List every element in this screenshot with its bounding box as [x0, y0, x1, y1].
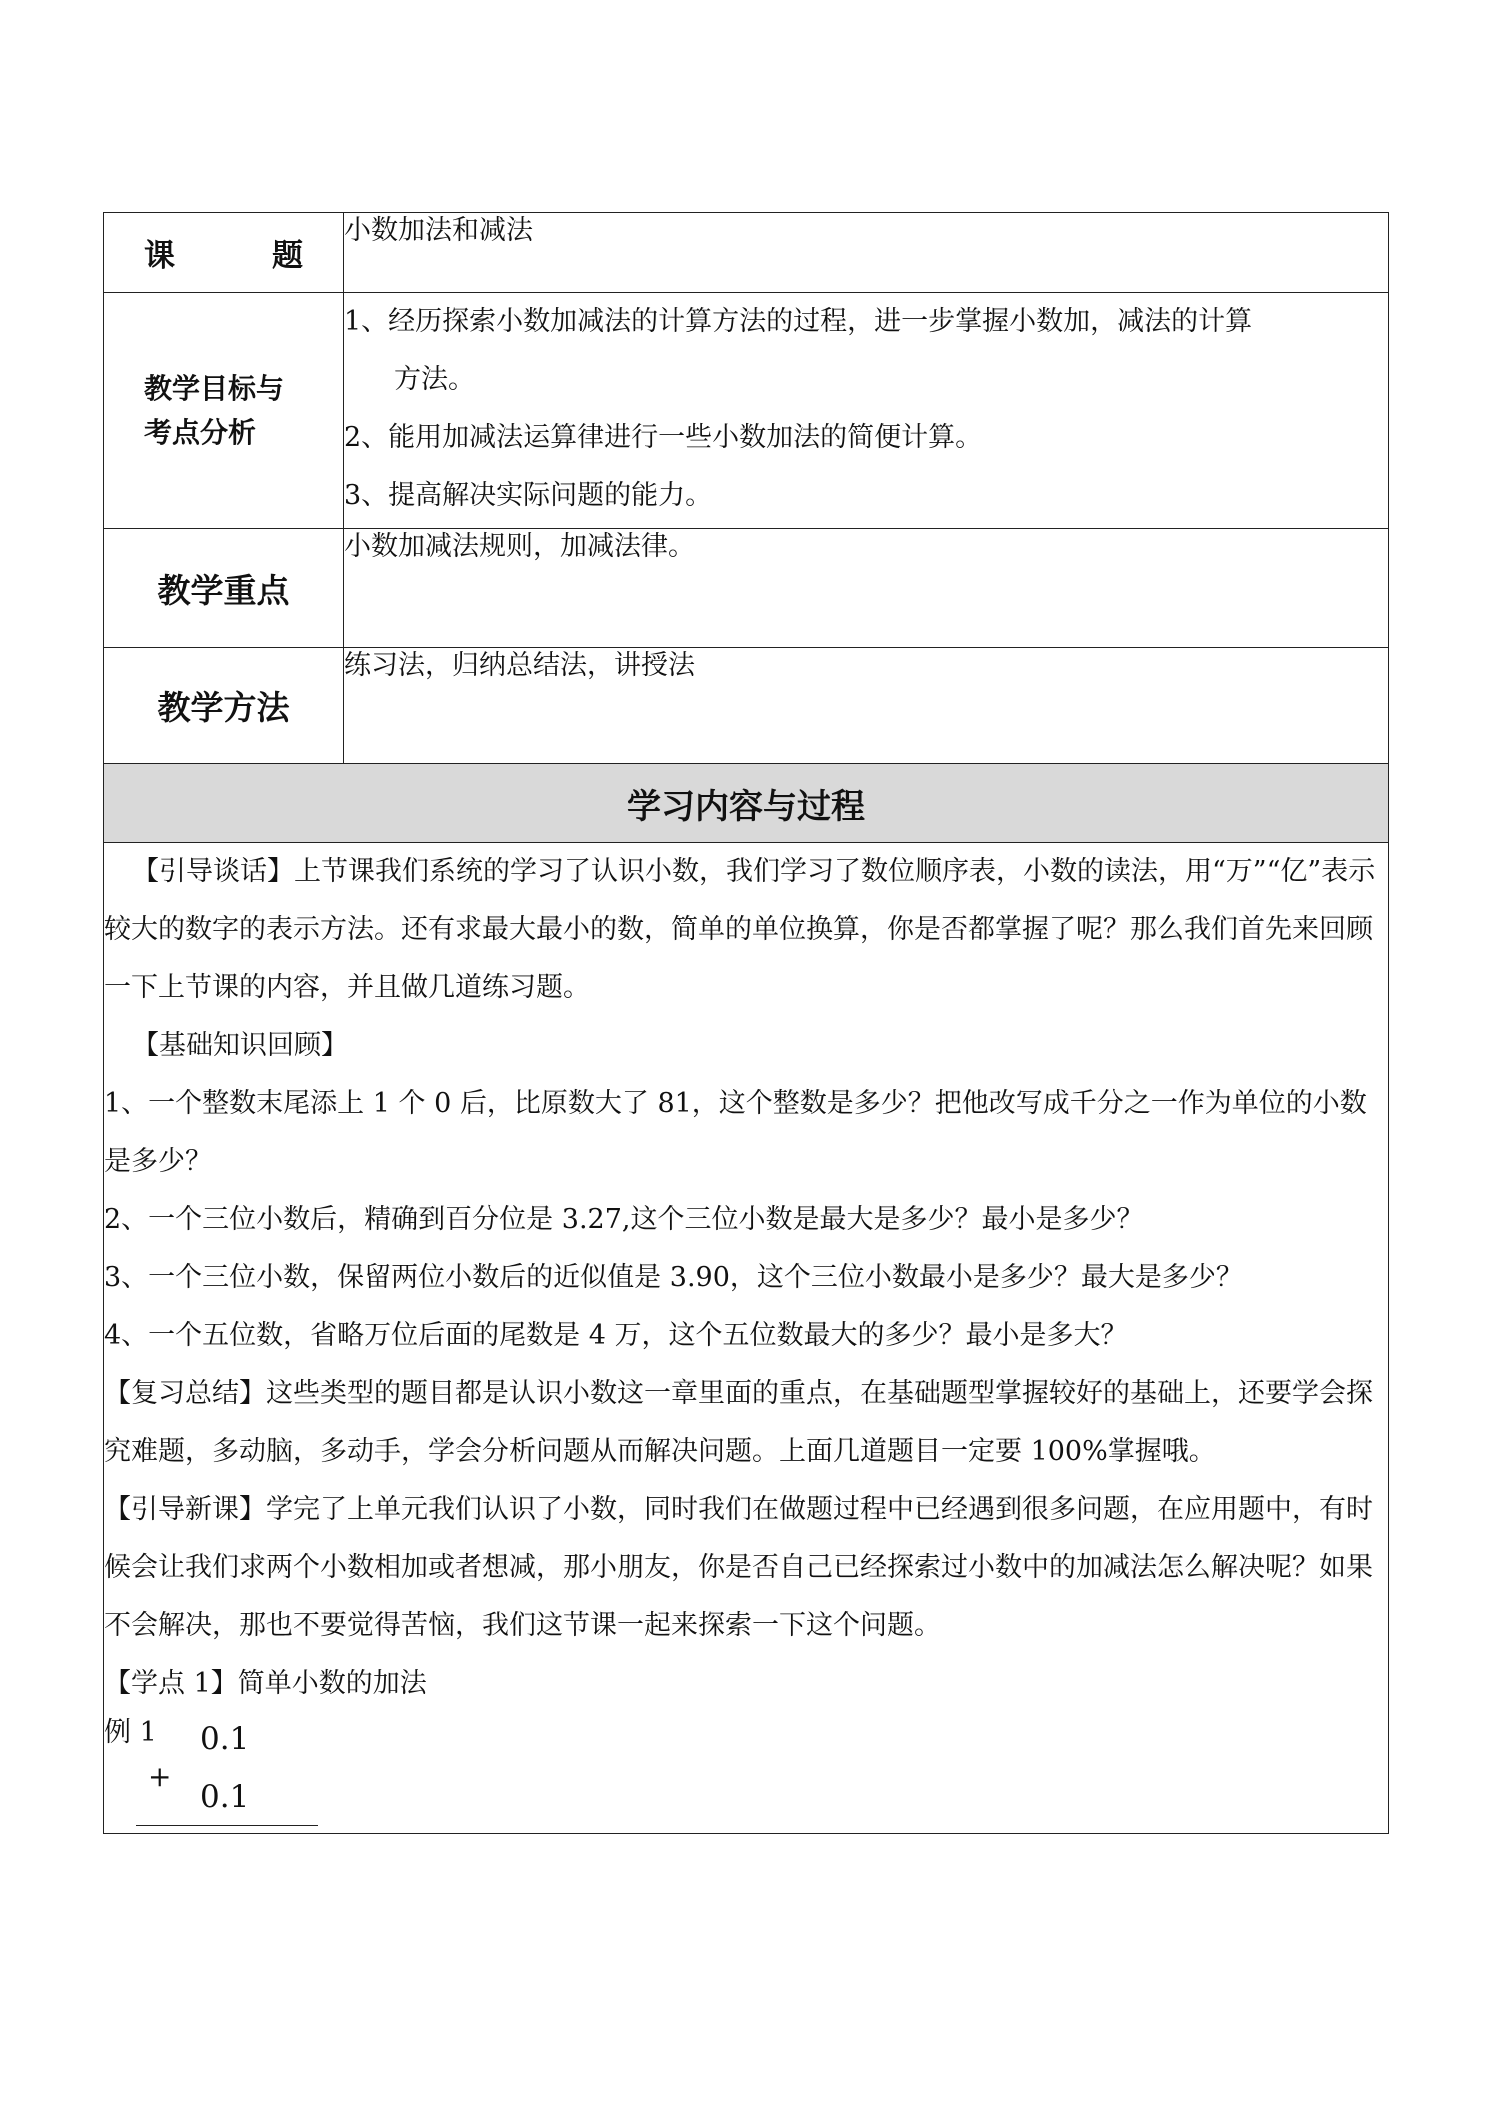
key-points-row: [104, 529, 1389, 648]
key-points-value: 小数加减法规则，加减法律。: [344, 529, 1389, 648]
topic-row: [104, 213, 1389, 293]
topic-label-left: 课: [144, 238, 175, 274]
review-summary: 【复习总结】这些类型的题目都是认识小数这一章里面的重点，在基础题型掌握较好的基础上，还要学会探究难题，多动脑，多动手，学会分析问题从而解决问题。上面几道题目一定要 100%掌握哦。: [104, 1378, 1373, 1467]
example-label: 例 1: [104, 1717, 157, 1748]
objectives-row: [104, 293, 1389, 529]
lesson-content: [104, 843, 1389, 1834]
question-4: 4、一个五位数，省略万位后面的尾数是 4 万，这个五位数最大的多少？最小是多大？: [104, 1320, 1128, 1351]
learning-point-1: 【学点 1】简单小数的加法: [104, 1668, 427, 1699]
objectives-label-line2: 考点分析: [144, 415, 257, 449]
section-header-row: [104, 764, 1389, 843]
objectives-label-line1: 教学目标与: [144, 371, 285, 405]
example-addend-2: 0.1: [200, 1779, 250, 1815]
objective-item-1: 1、经历探索小数加减法的计算方法的过程，进一步掌握小数加，减法的计算: [344, 306, 1253, 337]
topic-label-cell: [104, 213, 344, 293]
objective-item-2: 2、能用加减法运算律进行一些小数加法的简便计算。: [344, 422, 983, 453]
key-points-label: 教学重点: [104, 529, 344, 648]
review-heading: 【基础知识回顾】: [132, 1030, 348, 1061]
new-lesson-intro: 【引导新课】学完了上单元我们认识了小数，同时我们在做题过程中已经遇到很多问题，在应用题中，有时候会让我们求两个小数相加或者想减，那小朋友，你是否自己已经探索过小数中的加减法怎么解决呢？如果不会解决，那也不要觉得苦恼，我们这节课一起来探索一下这个问题。: [104, 1494, 1373, 1641]
topic-value: 小数加法和减法: [344, 213, 1389, 293]
lesson-plan-table: [103, 212, 1389, 1834]
example-addend-1: 0.1: [200, 1721, 250, 1757]
question-3: 3、一个三位小数，保留两位小数后的近似值是 3.90，这个三位小数最小是多少？最大是多少？: [104, 1262, 1243, 1293]
example-1: [104, 1713, 1388, 1833]
objective-item-3: 3、提高解决实际问题的能力。: [344, 480, 713, 511]
content-row: [104, 843, 1389, 1834]
methods-label: 教学方法: [104, 648, 344, 764]
objective-item-1-cont: 方法。: [394, 364, 475, 395]
sum-underline: [136, 1825, 318, 1826]
question-1: 1、一个整数末尾添上 1 个 0 后，比原数大了 81，这个整数是多少？把他改写成千分之一作为单位的小数是多少？: [104, 1088, 1367, 1177]
methods-value: 练习法，归纳总结法，讲授法: [344, 648, 1389, 764]
question-2: 2、一个三位小数后，精确到百分位是 3.27,这个三位小数是最大是多少？最小是多少？: [104, 1204, 1144, 1235]
section-header: 学习内容与过程: [104, 764, 1389, 843]
objectives-label-cell: [104, 293, 344, 529]
methods-row: [104, 648, 1389, 764]
plus-sign: +: [148, 1760, 172, 1793]
objectives-content: [344, 293, 1389, 529]
intro-paragraph: 【引导谈话】上节课我们系统的学习了认识小数，我们学习了数位顺序表，小数的读法，用“万”“亿”表示较大的数字的表示方法。还有求最大最小的数，简单的单位换算，你是否都掌握了呢？那么我们首先来回顾一下上节课的内容，并且做几道练习题。: [104, 856, 1376, 1003]
topic-label-right: 题: [272, 238, 303, 274]
